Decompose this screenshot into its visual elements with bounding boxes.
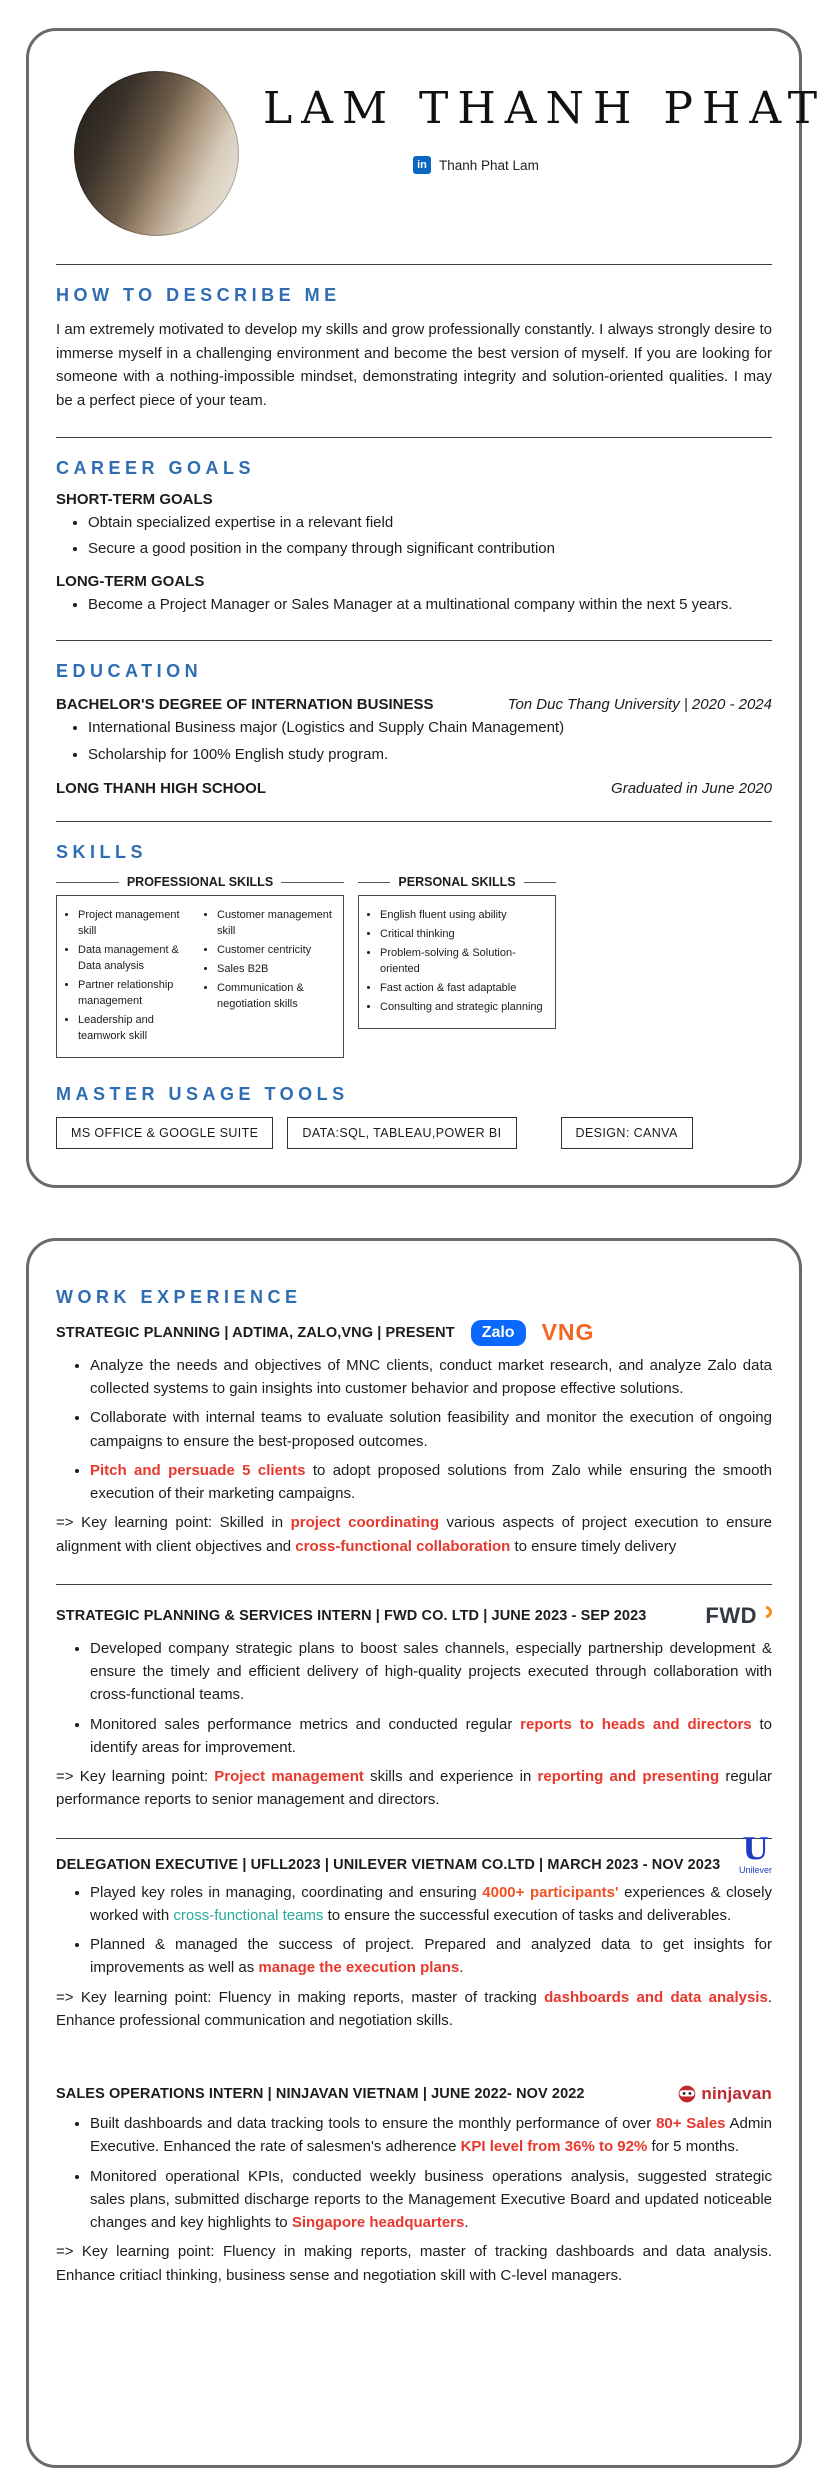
section-title-tools: MASTER USAGE TOOLS xyxy=(56,1083,349,1104)
section-divider xyxy=(56,821,772,822)
job-bullets xyxy=(56,2112,772,2234)
professional-skills-col1 xyxy=(61,905,200,1048)
professional-skills-box xyxy=(56,895,344,1058)
education-school: LONG THANH HIGH SCHOOL xyxy=(56,780,266,798)
professional-skills-col2 xyxy=(200,905,339,1048)
list-item: • Monitored sales performance metrics and conducted regular reports to heads and directors to identify areas for improvement. xyxy=(90,1713,772,1760)
list-item: • Collaborate with internal teams to evaluate solution feasibility and monitor the execution of ongoing campaigns to ensure the best-proposed outcomes. xyxy=(90,1406,772,1453)
list-item: • Communication & negotiation skills xyxy=(217,981,339,1013)
job-bullets xyxy=(56,1881,772,1980)
education-entry xyxy=(56,696,772,713)
list-item: • Become a Project Manager or Sales Manager at a multinational company within the next 5 years. xyxy=(88,594,772,617)
fwd-logo-text: FWD xyxy=(705,1602,757,1628)
list-item: • Planned & managed the success of project. Prepared and analyzed data to get insights for improvements as well as manage the execution plans. xyxy=(90,1933,772,1980)
list-item: • Project management skill xyxy=(78,908,200,940)
about-text: I am extremely motivated to develop my skills and grow professionally constantly. I always strongly desire to immerse myself in a challenging environment and become the best version of myself. If you are looking for someone with a nothing-impossible mindset, demonstrating integrity and solution-oriented qualities. I may be a perfect piece of your team. xyxy=(56,321,772,410)
linkedin-handle: Thanh Phat Lam xyxy=(439,157,539,173)
section-divider xyxy=(56,264,772,265)
job-header xyxy=(56,1320,772,1346)
professional-skills-legend xyxy=(56,875,344,889)
vng-logo-icon: VNG xyxy=(541,1319,595,1346)
ninja-head-icon xyxy=(677,2084,697,2104)
linkedin-icon: in xyxy=(413,156,431,174)
list-item: • Scholarship for 100% English study program. xyxy=(88,744,772,767)
list-item: • Secure a good position in the company through significant contribution xyxy=(88,538,772,561)
job-bullets xyxy=(56,1354,772,1506)
tool-box-data: DATA:SQL, TABLEAU,POWER BI xyxy=(287,1117,516,1149)
personal-skills-title: PERSONAL SKILLS xyxy=(398,875,516,890)
list-item: • Customer centricity xyxy=(217,943,339,959)
contact-block xyxy=(413,156,826,174)
job-header xyxy=(56,1603,772,1629)
skills-row xyxy=(56,875,772,1058)
job-divider xyxy=(56,1584,772,1585)
education-items xyxy=(56,717,772,766)
list-item: • English fluent using ability xyxy=(380,908,551,924)
tool-box-office: MS OFFICE & GOOGLE SUITE xyxy=(56,1117,273,1149)
job-ninjavan xyxy=(56,2084,772,2287)
professional-skills-title: PROFESSIONAL SKILLS xyxy=(126,875,274,890)
job-bullets xyxy=(56,1637,772,1759)
tool-box-design: DESIGN: CANVA xyxy=(561,1117,693,1149)
job-title: SALES OPERATIONS INTERN | NINJAVAN VIETNAM | JUNE 2022- NOV 2022 xyxy=(56,2086,585,2102)
job-title: STRATEGIC PLANNING & SERVICES INTERN | FWD CO. LTD | JUNE 2023 - SEP 2023 xyxy=(56,1607,647,1624)
personal-skills-box xyxy=(358,895,556,1029)
list-item: • Leadership and teamwork skill xyxy=(78,1013,200,1045)
profile-photo xyxy=(74,71,239,236)
list-item: • Data management & Data analysis xyxy=(78,943,200,975)
list-item: • Partner relationship management xyxy=(78,978,200,1010)
zalo-logo-icon: Zalo xyxy=(471,1320,526,1346)
list-item: • Sales B2B xyxy=(217,962,339,978)
professional-skills-group xyxy=(56,875,344,1058)
header-right xyxy=(263,71,826,174)
unilever-logo-icon xyxy=(738,1831,772,1875)
key-learning-note: => Key learning point: Skilled in project coordinating various aspects of project execution to ensure alignment with client objectives and cross-functional collaboration to ensure timely delivery xyxy=(56,1514,772,1555)
candidate-name: LAM THANH PHAT xyxy=(263,83,827,134)
key-learning-note: => Key learning point: Fluency in making reports, master of tracking dashboards and data analysis. Enhance professional communication and negotiation skills. xyxy=(56,1988,772,2029)
list-item: • Played key roles in managing, coordinating and ensuring 4000+ participants' experiences & closely worked with cross-functional teams to ensure the successful execution of tasks and deliverables. xyxy=(90,1881,772,1928)
list-item: • Fast action & fast adaptable xyxy=(380,981,551,997)
personal-skills-legend xyxy=(358,875,556,889)
job-header xyxy=(56,1857,772,1873)
long-term-goals-title: LONG-TERM GOALS xyxy=(56,572,205,590)
education-school: BACHELOR'S DEGREE OF INTERNATION BUSINESS xyxy=(56,696,434,714)
long-term-goals-list xyxy=(56,594,772,617)
short-term-goals-list xyxy=(56,512,772,561)
job-title: STRATEGIC PLANNING | ADTIMA, ZALO,VNG | PRESENT xyxy=(56,1324,455,1341)
section-divider xyxy=(56,437,772,438)
list-item: • Developed company strategic plans to boost sales channels, especially partnership development & ensure the timely and efficient delivery of high-quality projects executed through collaboration with cross-functional teams. xyxy=(90,1637,772,1707)
list-item: • Pitch and persuade 5 clients to adopt proposed solutions from Zalo while ensuring the smooth execution of their marketing campaigns. xyxy=(90,1459,772,1506)
list-item: • Built dashboards and data tracking tools to ensure the monthly performance of over 80+ Sales Admin Executive. Enhanced the rate of salesmen's adherence KPI level from 36% to 92% for 5 months. xyxy=(90,2112,772,2159)
fwd-logo-icon xyxy=(705,1603,772,1629)
education-entry xyxy=(56,780,772,797)
unilever-logo-text: Unilever xyxy=(738,1864,772,1875)
list-item: • Customer management skill xyxy=(217,908,339,940)
unilever-logo-mark: U xyxy=(742,1831,769,1867)
personal-skills-group xyxy=(358,875,556,1058)
short-term-goals-title: SHORT-TERM GOALS xyxy=(56,490,213,508)
key-learning-note: => Key learning point: Fluency in making reports, master of tracking dashboards and data analysis. Enhance critiacl thinking, business sense and negotiation skill with C-level managers. xyxy=(56,2243,772,2284)
key-learning-note: => Key learning point: Project management skills and experience in reporting and presenting regular performance reports to senior management and directors. xyxy=(56,1768,773,1809)
tools-row xyxy=(56,1117,772,1149)
list-item: • Analyze the needs and objectives of MNC clients, conduct market research, and analyze Zalo data collected systems to gain insights into customer behavior and propose effective solutions. xyxy=(90,1354,772,1401)
section-title-about: HOW TO DESCRIBE ME xyxy=(56,285,341,305)
job-divider xyxy=(56,1838,772,1839)
professional-skills-columns xyxy=(61,905,339,1048)
list-item: • Monitored operational KPIs, conducted weekly business operations analysis, suggested strategic sales plans, submitted discharge reports to the Management Executive Board and updated noticeable changes and key highlights to Singapore headquarters. xyxy=(90,2165,772,2235)
section-title-skills: SKILLS xyxy=(56,842,148,863)
list-item: • Obtain specialized expertise in a relevant field xyxy=(88,512,772,535)
linkedin-row[interactable] xyxy=(413,156,826,174)
education-detail: Ton Duc Thang University | 2020 - 2024 xyxy=(507,696,772,714)
job-header xyxy=(56,2084,772,2104)
resume-page-2 xyxy=(26,1238,802,2468)
education-detail: Graduated in June 2020 xyxy=(611,780,772,798)
list-item: • Problem-solving & Solution-oriented xyxy=(380,946,551,978)
job-fwd xyxy=(56,1603,772,1812)
list-item: • International Business major (Logistics and Supply Chain Management) xyxy=(88,717,772,740)
section-title-education: EDUCATION xyxy=(56,661,203,682)
job-title: DELEGATION EXECUTIVE | UFLL2023 | UNILEVER VIETNAM CO.LTD | MARCH 2023 - NOV 2023 xyxy=(56,1856,721,1873)
section-title-career-goals: CAREER GOALS xyxy=(56,457,256,478)
resume-header xyxy=(56,65,827,240)
resume-page-1 xyxy=(26,28,827,1188)
section-divider xyxy=(56,640,772,641)
personal-skills-list xyxy=(363,908,551,1016)
ninjavan-logo-text: ninjavan xyxy=(701,2084,772,2103)
list-item: • Critical thinking xyxy=(380,927,551,943)
fwd-logo-arc xyxy=(758,1603,775,1620)
section-title-work-experience: WORK EXPERIENCE xyxy=(56,1286,302,1307)
job-zalo-vng xyxy=(56,1320,772,1558)
job-unilever xyxy=(56,1831,772,2033)
ninjavan-logo-icon xyxy=(677,2084,772,2104)
list-item: • Consulting and strategic planning xyxy=(380,1000,551,1016)
